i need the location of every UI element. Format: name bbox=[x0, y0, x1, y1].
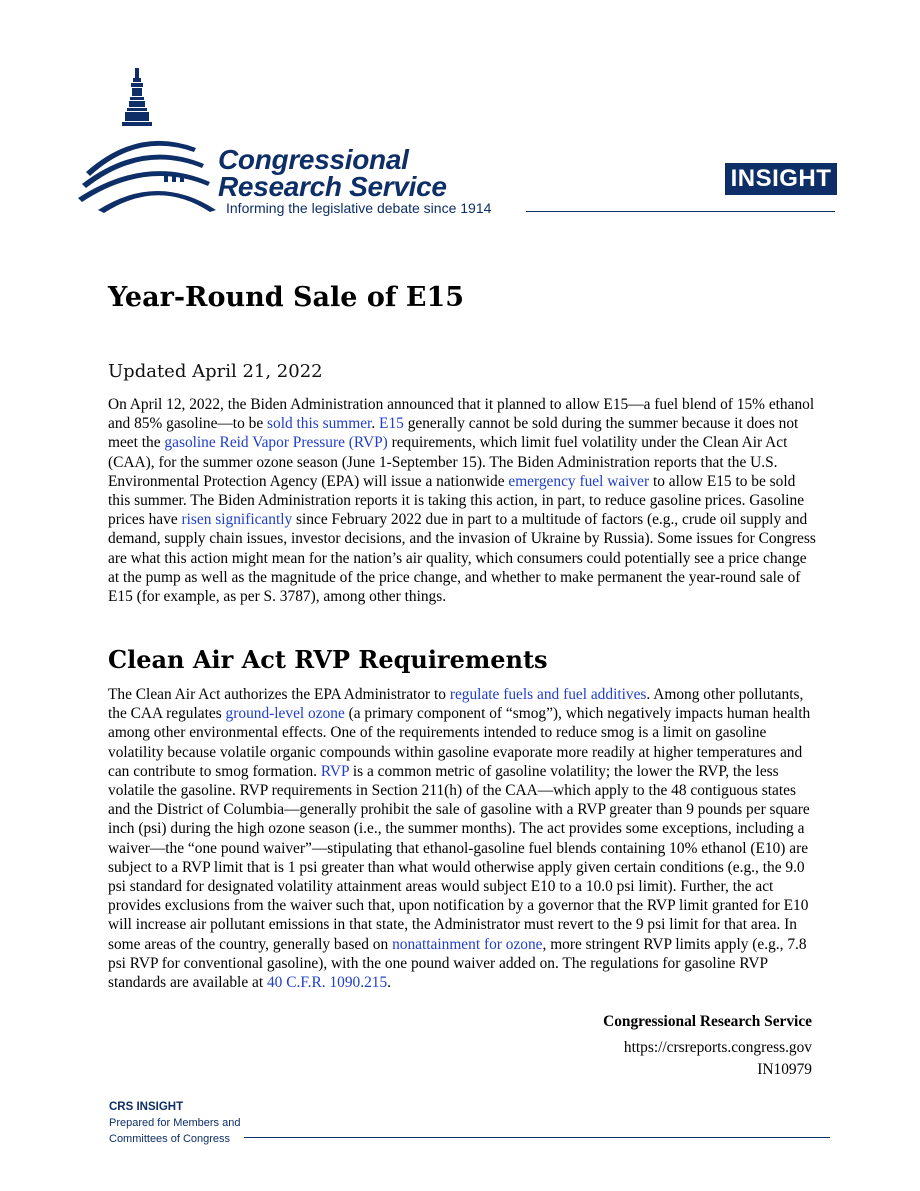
inline-link[interactable]: gasoline Reid Vapor Pressure (RVP) bbox=[164, 434, 388, 452]
paragraph-text: (a primary component of “smog”), which negatively impacts human health among other environmental effects. One of the requirements intended to reduce smog is a limit on gasoline volatility because volatile organic compounds within gasoline evaporate more readily at higher temperatures and can contribute to smog formation. bbox=[108, 705, 811, 780]
footer-url[interactable]: https://crsreports.congress.gov bbox=[623, 1039, 812, 1056]
paragraph-text: requirements, which limit fuel volatility under the Clean Air Act (CAA), for the summer ozone season (June 1-September 15). The Biden Administration reports that the U.S. Environmental Protection Agency (EPA) will issue a nationwide bbox=[108, 434, 788, 490]
rvp-paragraph bbox=[108, 685, 816, 992]
paragraph-text: . bbox=[371, 415, 380, 433]
paragraph-text: to allow E15 to be sold this summer. The Biden Administration reports it is taking this action, in part, to reduce gasoline prices. Gasoline prices have bbox=[108, 472, 805, 529]
section-heading: Clean Air Act RVP Requirements bbox=[108, 645, 548, 674]
tagline-rule bbox=[526, 211, 835, 212]
inline-link[interactable]: RVP bbox=[320, 762, 349, 780]
org-name bbox=[218, 146, 447, 200]
paragraph-text: . Among other pollutants, the CAA regulates bbox=[108, 686, 804, 723]
prepared-for-line1: Prepared for Members and bbox=[109, 1117, 241, 1129]
paragraph-text: , more stringent RVP limits apply (e.g., 7.8 psi RVP for conventional gasoline), with the one pound waiver added on. The regulations for gasoline RVP standards are available at bbox=[108, 935, 807, 992]
paragraph-text: The Clean Air Act authorizes the EPA Administrator to bbox=[108, 686, 450, 703]
crs-insight-block bbox=[109, 1099, 240, 1147]
tagline: Informing the legislative debate since 1914 bbox=[226, 200, 492, 216]
insight-badge: INSIGHT bbox=[725, 163, 837, 195]
inline-link[interactable]: emergency fuel waiver bbox=[508, 472, 650, 490]
updated-date: Updated April 21, 2022 bbox=[108, 361, 323, 382]
inline-link[interactable]: regulate fuels and fuel additives bbox=[449, 686, 647, 703]
document-header bbox=[0, 0, 920, 230]
paragraph-text: generally cannot be sold during the summer because it does not meet the bbox=[108, 415, 799, 452]
inline-link[interactable]: sold this summer bbox=[267, 415, 372, 433]
page-title: Year-Round Sale of E15 bbox=[108, 282, 465, 313]
paragraph-text: is a common metric of gasoline volatility; the lower the RVP, the less volatile the gasoline. RVP requirements in Section 211(h) of the CAA—which apply to the 48 contiguous states and the District of Columbia—generally prohibit the sale of gasoline with a RVP greater than 9 pounds per square inch (psi) during the high ozone season (i.e., the summer months). The act provides some exceptions, including a waiver—the “one pound waiver”—stipulating that ethanol-gasoline fuel blends containing 10% ethanol (E10) are subject to a RVP limit that is 1 psi greater than what would otherwise apply given certain conditions (e.g., the 9.0 psi standard for designated volatility attainment areas would subject E10 to a 10.0 psi limit). Further, the act provides exclusions from the waiver such that, upon notification by a governor that the RVP limit granted for E10 will increase air pollutant emissions in that state, the Administrator must revert to the 9 psi limit for that area. In some areas of the country, generally based on bbox=[108, 762, 810, 953]
capitol-dome-logo bbox=[78, 64, 218, 214]
inline-link[interactable]: risen significantly bbox=[181, 511, 293, 529]
org-name-line1: Congressional bbox=[218, 144, 409, 175]
inline-link[interactable]: ground-level ozone bbox=[225, 705, 345, 723]
prepared-for-line2: Committees of Congress bbox=[109, 1133, 231, 1145]
report-id: IN10979 bbox=[757, 1061, 812, 1078]
paragraph-text: . bbox=[387, 974, 392, 992]
org-name-line2: Research Service bbox=[218, 171, 447, 202]
intro-paragraph bbox=[108, 395, 816, 606]
inline-link[interactable]: nonattainment for ozone bbox=[392, 935, 543, 953]
footer-org: Congressional Research Service bbox=[603, 1013, 812, 1030]
crs-insight-label: CRS INSIGHT bbox=[109, 1101, 184, 1113]
inline-link[interactable]: E15 bbox=[379, 415, 404, 433]
paragraph-text: On April 12, 2022, the Biden Administration announced that it planned to allow E15—a fuel blend of 15% ethanol and 85% gasoline—to be bbox=[108, 396, 815, 433]
paragraph-text: since February 2022 due in part to a multitude of factors (e.g., crude oil supply and demand, supply chain issues, investor decisions, and the invasion of Ukraine by Russia). Some issues for Congress are what this action might mean for the nation’s air quality, which consumers could potentially see a price change at the pump as well as the magnitude of the price change, and whether to make permanent the year-round sale of E15 (for example, as per S. 3787), among other things. bbox=[108, 511, 816, 606]
bottom-rule bbox=[244, 1137, 830, 1138]
inline-link[interactable]: 40 C.F.R. 1090.215 bbox=[266, 974, 388, 992]
